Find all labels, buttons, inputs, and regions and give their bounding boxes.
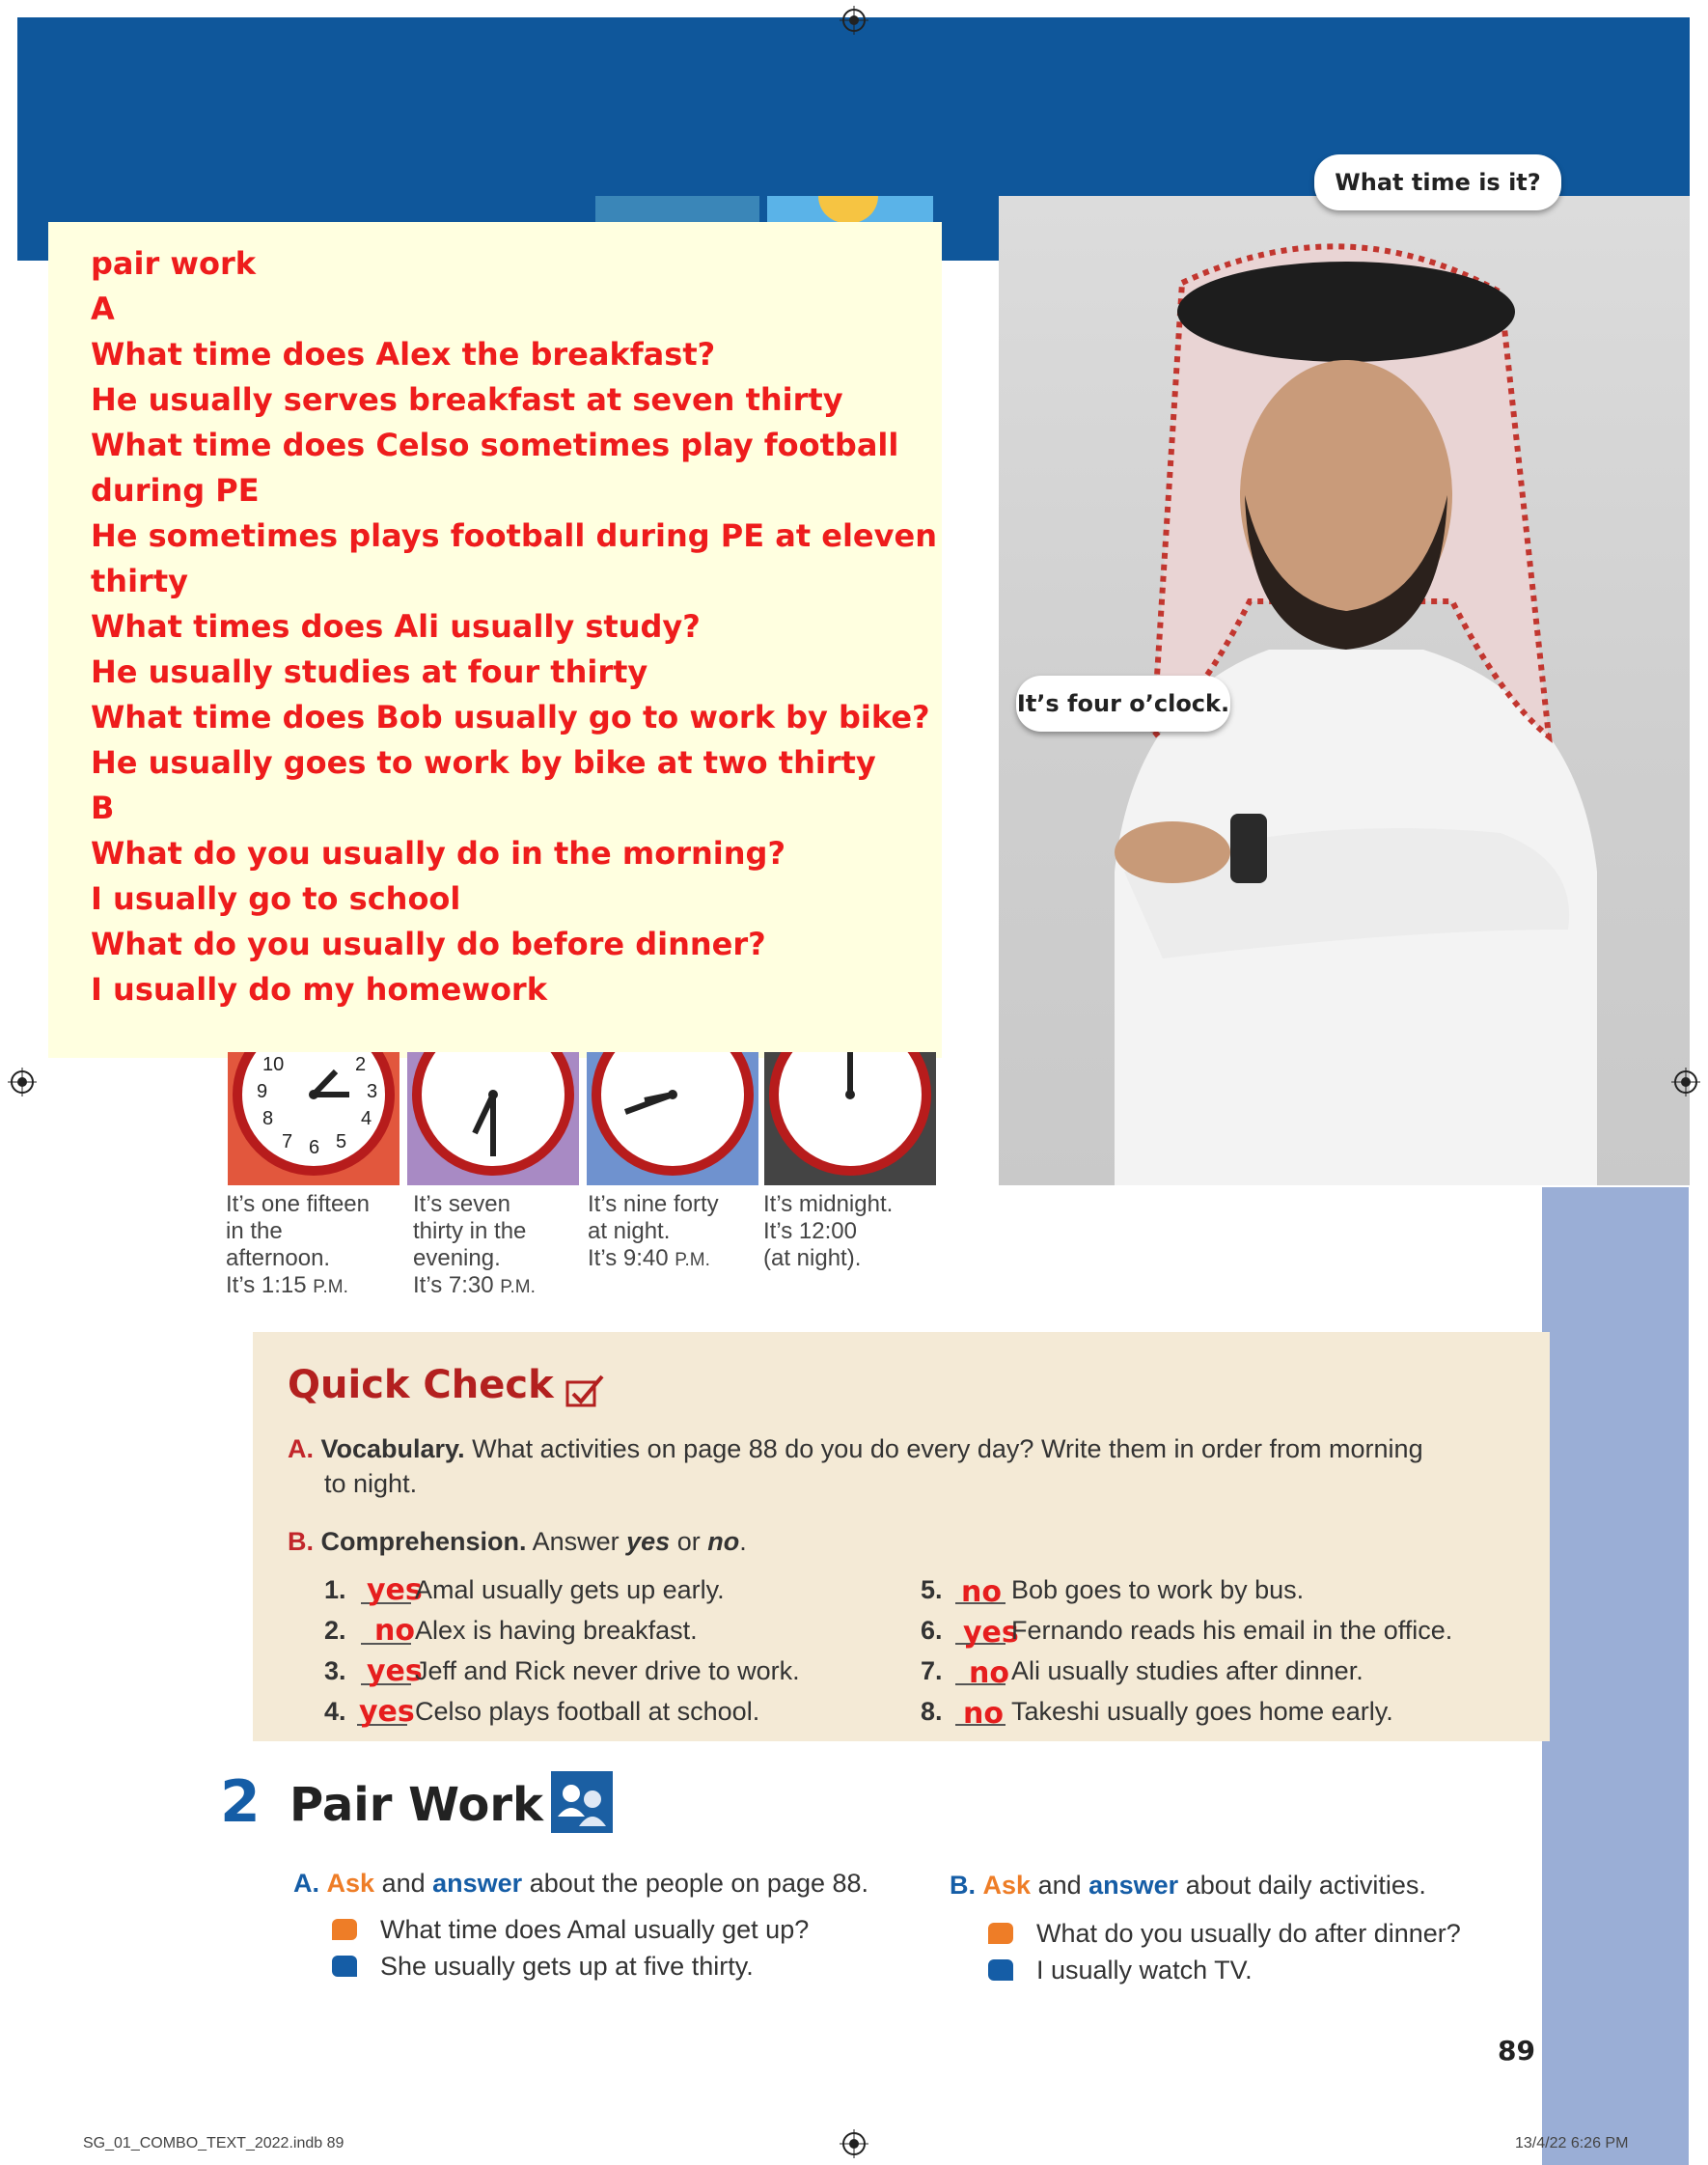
item-number: 3.	[324, 1656, 346, 1685]
item-text: Alex is having breakfast.	[415, 1616, 698, 1645]
pair-work-b-reply: I usually watch TV.	[1036, 1956, 1253, 1985]
note-line: What time does Alex the breakfast?	[91, 336, 716, 373]
item-text: Amal usually gets up early.	[415, 1575, 725, 1604]
item-number: 5.	[921, 1575, 943, 1604]
item-text: Jeff and Rick never drive to work.	[415, 1656, 800, 1685]
speech-orange-icon	[332, 1919, 357, 1940]
caption-line: It’s 1:15 P.M.	[226, 1272, 348, 1298]
item-number: 2.	[324, 1616, 346, 1645]
note-line: He usually goes to work by bike at two thirty	[91, 744, 876, 781]
speech-bubble-four-oclock: It’s four o’clock.	[1016, 676, 1230, 732]
caption-line: It’s one fifteen	[226, 1191, 370, 1217]
clock-caption-2	[413, 1191, 536, 1301]
answer-mark: no	[961, 1575, 1002, 1609]
pair-work-answer-note	[48, 222, 942, 1058]
answer-mark: no	[969, 1656, 1009, 1690]
caption-line: (at night).	[763, 1245, 862, 1271]
note-line: pair work	[91, 245, 256, 282]
item-number: 1.	[324, 1575, 346, 1604]
speech-blue-icon	[988, 1959, 1013, 1981]
answer-mark: yes	[367, 1573, 423, 1607]
note-line: I usually go to school	[91, 880, 461, 917]
clock-number: 5	[336, 1131, 347, 1152]
item-text: Bob goes to work by bus.	[1011, 1575, 1305, 1604]
item-number: 8.	[921, 1697, 943, 1726]
clock-caption-1	[226, 1191, 370, 1301]
page-number: 89	[1498, 2035, 1535, 2067]
clock-icon	[228, 1052, 399, 1185]
clock-tile-3	[587, 1052, 758, 1185]
section-title: Pair Work	[289, 1778, 543, 1832]
clock-number: 8	[262, 1108, 274, 1129]
registration-mark-icon	[840, 6, 868, 35]
clock-number: 2	[355, 1054, 367, 1075]
caption-line: It’s 12:00	[763, 1218, 857, 1244]
clock-number: 6	[309, 1137, 320, 1158]
pair-work-a-question: What time does Amal usually get up?	[380, 1915, 810, 1944]
quick-check-a-cont: to night.	[324, 1469, 418, 1498]
pair-work-a-instruction: A. Ask and answer about the people on page 88.	[293, 1869, 869, 1898]
caption-line: It’s 7:30 P.M.	[413, 1272, 536, 1298]
answer-mark: yes	[367, 1654, 423, 1688]
item-text: Takeshi usually goes home early.	[1011, 1697, 1393, 1726]
answer-mark: yes	[963, 1616, 1019, 1650]
clock-icon	[764, 1052, 936, 1185]
checkbox-icon	[565, 1374, 606, 1407]
item-text: Fernando reads his email in the office.	[1011, 1616, 1453, 1645]
note-line: He sometimes plays football during PE at eleven	[91, 517, 937, 554]
note-line: He usually serves breakfast at seven thirty	[91, 381, 843, 418]
registration-mark-icon	[8, 1068, 37, 1096]
pair-work-b-question: What do you usually do after dinner?	[1036, 1919, 1461, 1948]
note-line: What time does Bob usually go to work by bike?	[91, 699, 930, 736]
clock-tile-1	[228, 1052, 399, 1185]
clock-number: 3	[367, 1081, 378, 1102]
note-line: What do you usually do before dinner?	[91, 926, 766, 962]
caption-line: at night.	[588, 1218, 671, 1244]
pair-work-b-instruction: B. Ask and answer about daily activities.	[950, 1871, 1426, 1900]
note-line: B	[91, 790, 115, 826]
clock-number: 10	[262, 1054, 285, 1075]
caption-line: afternoon.	[226, 1245, 331, 1271]
note-line: A	[91, 291, 115, 327]
item-text: Celso plays football at school.	[415, 1697, 760, 1726]
answer-mark: yes	[359, 1695, 415, 1729]
footer-file-info: SG_01_COMBO_TEXT_2022.indb 89	[83, 2135, 344, 2151]
clock-caption-3	[588, 1191, 719, 1274]
clock-icon	[587, 1052, 758, 1185]
footer-timestamp: 13/4/22 6:26 PM	[1515, 2135, 1629, 2151]
item-text: Ali usually studies after dinner.	[1011, 1656, 1364, 1685]
quick-check-b: B. Comprehension. Answer yes or no.	[288, 1527, 747, 1556]
item-number: 6.	[921, 1616, 943, 1645]
note-line: What time does Celso sometimes play football	[91, 427, 899, 463]
note-line: What times does Ali usually study?	[91, 608, 701, 645]
caption-line: It’s nine forty	[588, 1191, 719, 1217]
answer-mark: no	[374, 1614, 415, 1648]
pair-work-icon	[550, 1770, 614, 1834]
registration-mark-icon	[840, 2129, 868, 2158]
quick-check-title: Quick Check	[288, 1363, 554, 1407]
pair-work-a-reply: She usually gets up at five thirty.	[380, 1952, 754, 1981]
note-line: thirty	[91, 563, 188, 599]
note-line: He usually studies at four thirty	[91, 653, 648, 690]
note-line: during PE	[91, 472, 260, 509]
caption-line: evening.	[413, 1245, 501, 1271]
item-number: 7.	[921, 1656, 943, 1685]
speech-blue-icon	[332, 1956, 357, 1977]
caption-line: thirty in the	[413, 1218, 527, 1244]
item-number: 4.	[324, 1697, 346, 1726]
caption-line: It’s seven	[413, 1191, 510, 1217]
speech-orange-icon	[988, 1923, 1013, 1944]
caption-line: in the	[226, 1218, 283, 1244]
page-sidebar	[1542, 1187, 1689, 2165]
clock-number: 7	[282, 1131, 293, 1152]
clock-tile-2	[407, 1052, 579, 1185]
note-line: What do you usually do in the morning?	[91, 835, 785, 872]
note-line: I usually do my homework	[91, 971, 547, 1008]
speech-bubble-what-time: What time is it?	[1314, 154, 1561, 210]
clock-caption-4	[763, 1191, 893, 1272]
quick-check-a: A. Vocabulary. What activities on page 88 do you do every day? Write them in order from morning	[288, 1434, 1423, 1463]
section-number: 2	[220, 1768, 261, 1836]
caption-line: It’s 9:40 P.M.	[588, 1245, 710, 1271]
registration-mark-icon	[1671, 1068, 1700, 1096]
clock-tile-4	[764, 1052, 936, 1185]
caption-line: It’s midnight.	[763, 1191, 894, 1217]
answer-mark: no	[963, 1697, 1004, 1731]
clock-icon	[407, 1052, 579, 1185]
clock-number: 4	[361, 1108, 372, 1129]
clock-number: 9	[257, 1081, 268, 1102]
